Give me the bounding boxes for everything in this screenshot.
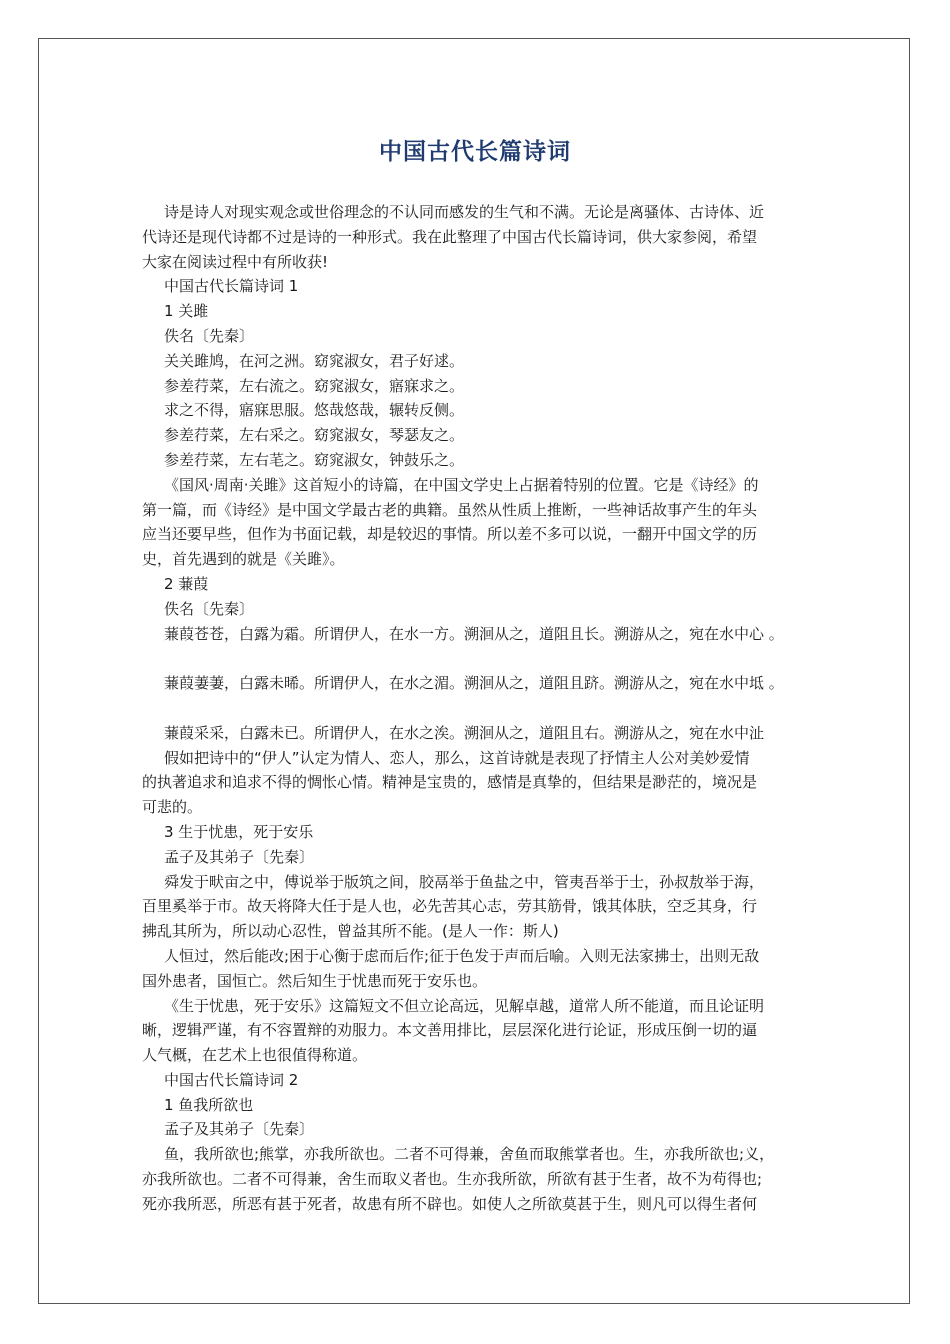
text-line: 1 鱼我所欲也	[164, 1095, 254, 1114]
text-line: 《生于忧患，死于安乐》这篇短文不但立论高远，见解卓越，道常人所不能道，而且论证明	[164, 996, 765, 1015]
text-line: 参差荇菜，左右采之。窈窕淑女，琴瑟友之。	[164, 426, 465, 445]
text-line: 诗是诗人对现实观念或世俗理念的不认同而感发的生气和不满。无论是离骚体、古诗体、近	[164, 203, 765, 221]
text-line: 第一篇，而《诗经》是中国文学最古老的典籍。虽然从性质上推断，一些神话故事产生的年头	[142, 500, 758, 519]
text-line: 蒹葭采采，白露未已。所谓伊人，在水之涘。溯洄从之，道阻且右。溯游从之，宛在水中沚	[164, 723, 765, 742]
document-body	[142, 200, 822, 1217]
text-line: 1 关雎	[164, 302, 209, 321]
text-line: 晰，逻辑严谨，有不容置辩的劝服力。本文善用排比，层层深化进行论证，形成压倒一切的逼	[142, 1021, 758, 1040]
text-line: 蒹葭萋萋，白露未晞。所谓伊人，在水之湄。溯洄从之，道阻且跻。溯游从之，宛在水中坻 。	[164, 674, 784, 693]
text-line: 鱼，我所欲也;熊掌，亦我所欲也。二者不可得兼，舍鱼而取熊掌者也。生，亦我所欲也;义，	[164, 1145, 775, 1164]
text-line: 《国风·周南·关雎》这首短小的诗篇，在中国文学史上占据着特别的位置。它是《诗经》的	[164, 475, 759, 494]
text-line: 参差荇菜，左右芼之。窈窕淑女，钟鼓乐之。	[164, 450, 465, 469]
text-line: 中国古代长篇诗词 1	[164, 277, 299, 296]
text-line: 国外患者，国恒亡。然后知生于忧患而死于安乐也。	[142, 971, 488, 990]
text-line: 蒹葭苍苍，白露为霜。所谓伊人，在水一方。溯洄从之，道阻且长。溯游从之，宛在水中心 。	[164, 624, 784, 643]
text-line: 死亦我所恶，所恶有甚于死者，故患有所不辟也。如使人之所欲莫甚于生，则凡可以得生者何	[142, 1194, 758, 1213]
text-line: 可悲的。	[142, 798, 203, 817]
text-line: 假如把诗中的“伊人”认定为情人、恋人，那么，这首诗就是表现了抒情主人公对美妙爱情	[164, 748, 750, 767]
text-line: 佚名〔先秦〕	[164, 599, 255, 618]
text-line: 的执著追求和追求不得的惆怅心情。精神是宝贵的，感情是真挚的，但结果是渺茫的，境况是	[142, 773, 758, 792]
text-line: 史，首先遇到的就是《关雎》。	[142, 550, 345, 569]
text-line: 关关雎鸠，在河之洲。窈窕淑女，君子好逑。	[164, 351, 465, 370]
text-line: 3 生于忧患，死于安乐	[164, 822, 314, 841]
text-line: 孟子及其弟子〔先秦〕	[164, 847, 315, 866]
text-line: 孟子及其弟子〔先秦〕	[164, 1120, 315, 1139]
text-line: 佚名〔先秦〕	[164, 326, 255, 345]
text-line: 舜发于畎亩之中，傅说举于版筑之间，胶鬲举于鱼盐之中，管夷吾举于士，孙叔敖举于海，	[164, 872, 765, 891]
text-line: 中国古代长篇诗词 2	[164, 1070, 299, 1089]
text-line: 人恒过，然后能改;困于心衡于虑而后作;征于色发于声而后喻。入则无法家拂士，出则无敌	[164, 946, 760, 965]
text-line: 亦我所欲也。二者不可得兼，舍生而取义者也。生亦我所欲，所欲有甚于生者，故不为苟得也;	[142, 1170, 763, 1189]
blank-line	[142, 696, 822, 721]
text-line: 2 蒹葭	[164, 574, 209, 593]
blank-line	[142, 646, 822, 671]
text-line: 参差荇菜，左右流之。窈窕淑女，寤寐求之。	[164, 376, 465, 395]
text-line: 大家在阅读过程中有所收获!	[142, 252, 329, 271]
text-line: 百里奚举于市。故天将降大任于是人也，必先苦其心志，劳其筋骨，饿其体肤，空乏其身，行	[142, 897, 758, 916]
text-line: 人气概，在艺术上也很值得称道。	[142, 1046, 368, 1065]
document-title: 中国古代长篇诗词	[379, 139, 571, 165]
text-line: 代诗还是现代诗都不过是诗的一种形式。我在此整理了中国古代长篇诗词，供大家参阅，希望	[142, 227, 758, 246]
text-line: 求之不得，寤寐思服。悠哉悠哉，辗转反侧。	[164, 401, 465, 420]
text-line: 应当还要早些，但作为书面记载，却是较迟的事情。所以差不多可以说，一翻开中国文学的历	[142, 525, 758, 544]
text-line: 拂乱其所为，所以动心忍性，曾益其所不能。(是人一作：斯人)	[142, 922, 559, 941]
